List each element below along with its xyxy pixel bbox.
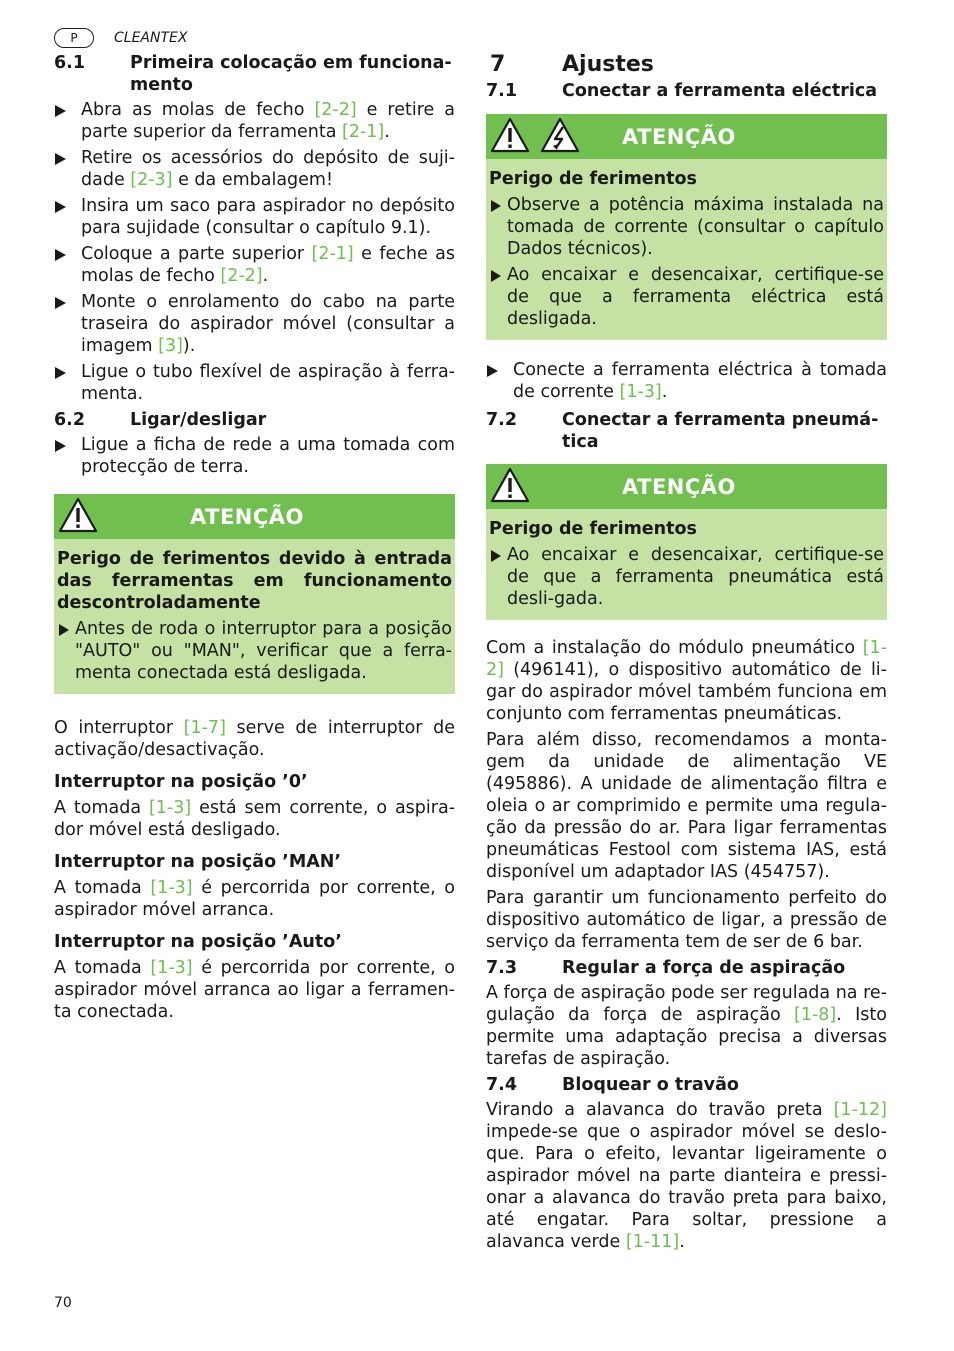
- warning-box: [486, 114, 887, 340]
- section-7-4-heading: [486, 1074, 887, 1096]
- section-number: 7.4: [486, 1075, 518, 1095]
- switch-paragraph: O interruptor [1-7] serve de interruptor de activação/desactivação.: [54, 718, 455, 760]
- switch-position-man-text: A tomada [1-3] é percorrida por corrente, o aspirador móvel arranca.: [54, 878, 455, 920]
- pneumatic-module-paragraph: Com a instalação do módulo pneumático [1-2] (496141), o dispositivo automático de li-gar do aspirador móvel também funciona em conjunto com ferramentas pneumáticas.: [486, 638, 887, 724]
- warning-list: [57, 618, 452, 684]
- section-7-3-heading: [486, 957, 887, 979]
- pressure-paragraph: Para garantir um funcionamento perfeito do dispositivo automático de ligar, a pressão de serviço da ferramenta tem de ser de 6 bar.: [486, 888, 887, 952]
- figure-reference[interactable]: [1-7]: [183, 718, 226, 738]
- section-number: 6.2: [54, 410, 86, 430]
- figure-reference[interactable]: [1-3]: [150, 878, 193, 898]
- figure-reference[interactable]: [2-1]: [311, 244, 354, 264]
- language-badge: P: [54, 28, 94, 48]
- section-6-2-list: [54, 434, 455, 478]
- list-item: Conecte a ferramenta eléctrica à tomada de corrente [1-3].: [486, 359, 887, 403]
- section-title: Ligar/desligar: [130, 410, 267, 430]
- list-item: Ligue o tubo flexível de aspiração à ferra-menta.: [54, 361, 455, 405]
- figure-reference[interactable]: [1-8]: [794, 1005, 837, 1025]
- chapter-7-heading: [486, 52, 887, 78]
- warning-box: [54, 494, 455, 694]
- section-number: 7.2: [486, 410, 518, 430]
- figure-reference[interactable]: [2-3]: [130, 170, 173, 190]
- warning-header: [486, 114, 887, 159]
- list-item: Insira um saco para aspirador no depósito para sujidade (consultar o capítulo 9.1).: [54, 195, 455, 239]
- section-number: 7.3: [486, 958, 518, 978]
- section-title: Bloquear o travão: [562, 1075, 739, 1095]
- section-title: Conectar a ferramenta eléctrica: [562, 81, 878, 101]
- switch-position-auto-title: Interruptor na posição ’Auto’: [54, 932, 342, 952]
- figure-reference[interactable]: [2-2]: [220, 266, 263, 286]
- list-item: Coloque a parte superior [2-1] e feche as molas de fecho [2-2].: [54, 243, 455, 287]
- warning-triangle-icon: [490, 116, 530, 154]
- switch-position-0-title: Interruptor na posição ’0’: [54, 772, 308, 792]
- warning-triangle-icon: [58, 496, 98, 534]
- switch-position-0-text: A tomada [1-3] está sem corrente, o aspira-dor móvel está desligado.: [54, 798, 455, 840]
- right-column: [486, 52, 887, 1257]
- warning-list: [489, 194, 884, 330]
- section-title: Primeira colocação em funciona-mento: [130, 53, 452, 95]
- warning-heading: Perigo de ferimentos: [489, 169, 697, 189]
- figure-reference[interactable]: [2-1]: [342, 122, 385, 142]
- figure-reference[interactable]: [3]: [158, 336, 183, 356]
- warning-title: ATENÇÃO: [190, 505, 304, 529]
- section-number: 6.1: [54, 53, 86, 73]
- figure-reference[interactable]: [2-2]: [314, 100, 357, 120]
- chapter-title: Ajustes: [562, 52, 654, 77]
- figure-reference[interactable]: [1-3]: [150, 958, 193, 978]
- section-number: 7.1: [486, 81, 518, 101]
- section-6-1-heading: [54, 52, 455, 96]
- left-column: [54, 52, 455, 1027]
- chapter-number: 7: [490, 52, 506, 77]
- warning-heading: Perigo de ferimentos devido à entrada das ferramentas em funcionamento descontroladamente: [57, 549, 452, 613]
- figure-reference[interactable]: [1-11]: [625, 1232, 680, 1252]
- brake-paragraph: Virando a alavanca do travão preta [1-12] impede-se que o aspirador móvel se deslo-que. Para o efeito, levantar ligeiramente o aspirador móvel na parte dianteira e pressi-onar a alavanca do travão preta para baixo, até engatar. Para soltar, pressione a alavanca verde [1-11].: [486, 1100, 887, 1252]
- product-name: CLEANTEX: [114, 30, 188, 46]
- page-number: 70: [54, 1295, 72, 1311]
- suction-force-paragraph: A força de aspiração pode ser regulada na re-gulação da força de aspiração [1-8]. Isto permite uma adaptação precisa a diversas tarefas de aspiração.: [486, 983, 887, 1069]
- section-7-1-heading: [486, 80, 887, 102]
- switch-position-man-title: Interruptor na posição ’MAN’: [54, 852, 342, 872]
- figure-reference[interactable]: [1-12]: [833, 1100, 887, 1120]
- warning-header: [486, 464, 887, 509]
- section-7-2-heading: [486, 409, 887, 453]
- warning-item: Observe a potência máxima instalada na tomada de corrente (consultar o capítulo Dados técnicos).: [489, 194, 884, 260]
- electric-hazard-icon: [540, 116, 580, 154]
- warning-title: ATENÇÃO: [622, 125, 736, 149]
- warning-header: [54, 494, 455, 539]
- warning-list: [489, 544, 884, 610]
- section-6-1-list: [54, 99, 455, 405]
- list-item: Monte o enrolamento do cabo na parte traseira do aspirador móvel (consultar a imagem [3]).: [54, 291, 455, 357]
- list-item: Abra as molas de fecho [2-2] e retire a parte superior da ferramenta [2-1].: [54, 99, 455, 143]
- section-title: Regular a força de aspiração: [562, 958, 846, 978]
- list-item: Ligue a ficha de rede a uma tomada com protecção de terra.: [54, 434, 455, 478]
- warning-item: Ao encaixar e desencaixar, certifique-se de que a ferramenta eléctrica está desligada.: [489, 264, 884, 330]
- section-title: Conectar a ferramenta pneumá-tica: [562, 410, 879, 452]
- list-item: Retire os acessórios do depósito de suji-dade [2-3] e da embalagem!: [54, 147, 455, 191]
- figure-reference[interactable]: [1-3]: [148, 798, 192, 818]
- switch-position-auto-text: A tomada [1-3] é percorrida por corrente, o aspirador móvel arranca ao ligar a ferramen-ta conectada.: [54, 958, 455, 1022]
- figure-reference[interactable]: [1-2]: [486, 638, 887, 680]
- figure-reference[interactable]: [1-3]: [619, 382, 662, 402]
- section-7-1-list: [486, 359, 887, 403]
- warning-triangle-icon: [490, 466, 530, 504]
- warning-title: ATENÇÃO: [622, 475, 736, 499]
- warning-box: [486, 464, 887, 620]
- section-6-2-heading: [54, 409, 455, 431]
- warning-item: Antes de roda o interruptor para a posição "AUTO" ou "MAN", verificar que a ferra-menta conectada está desligada.: [57, 618, 452, 684]
- warning-heading: Perigo de ferimentos: [489, 519, 697, 539]
- warning-item: Ao encaixar e desencaixar, certifique-se de que a ferramenta pneumática está desli-gada.: [489, 544, 884, 610]
- supply-unit-paragraph: Para além disso, recomendamos a monta-gem da unidade de alimentação VE (495886). A unidade de alimentação filtra e oleia o ar comprimido e permite uma regula-ção da pressão do ar. Para ligar ferramentas pneumáticas Festool com sistema IAS, está disponível um adaptador IAS (454757).: [486, 730, 887, 882]
